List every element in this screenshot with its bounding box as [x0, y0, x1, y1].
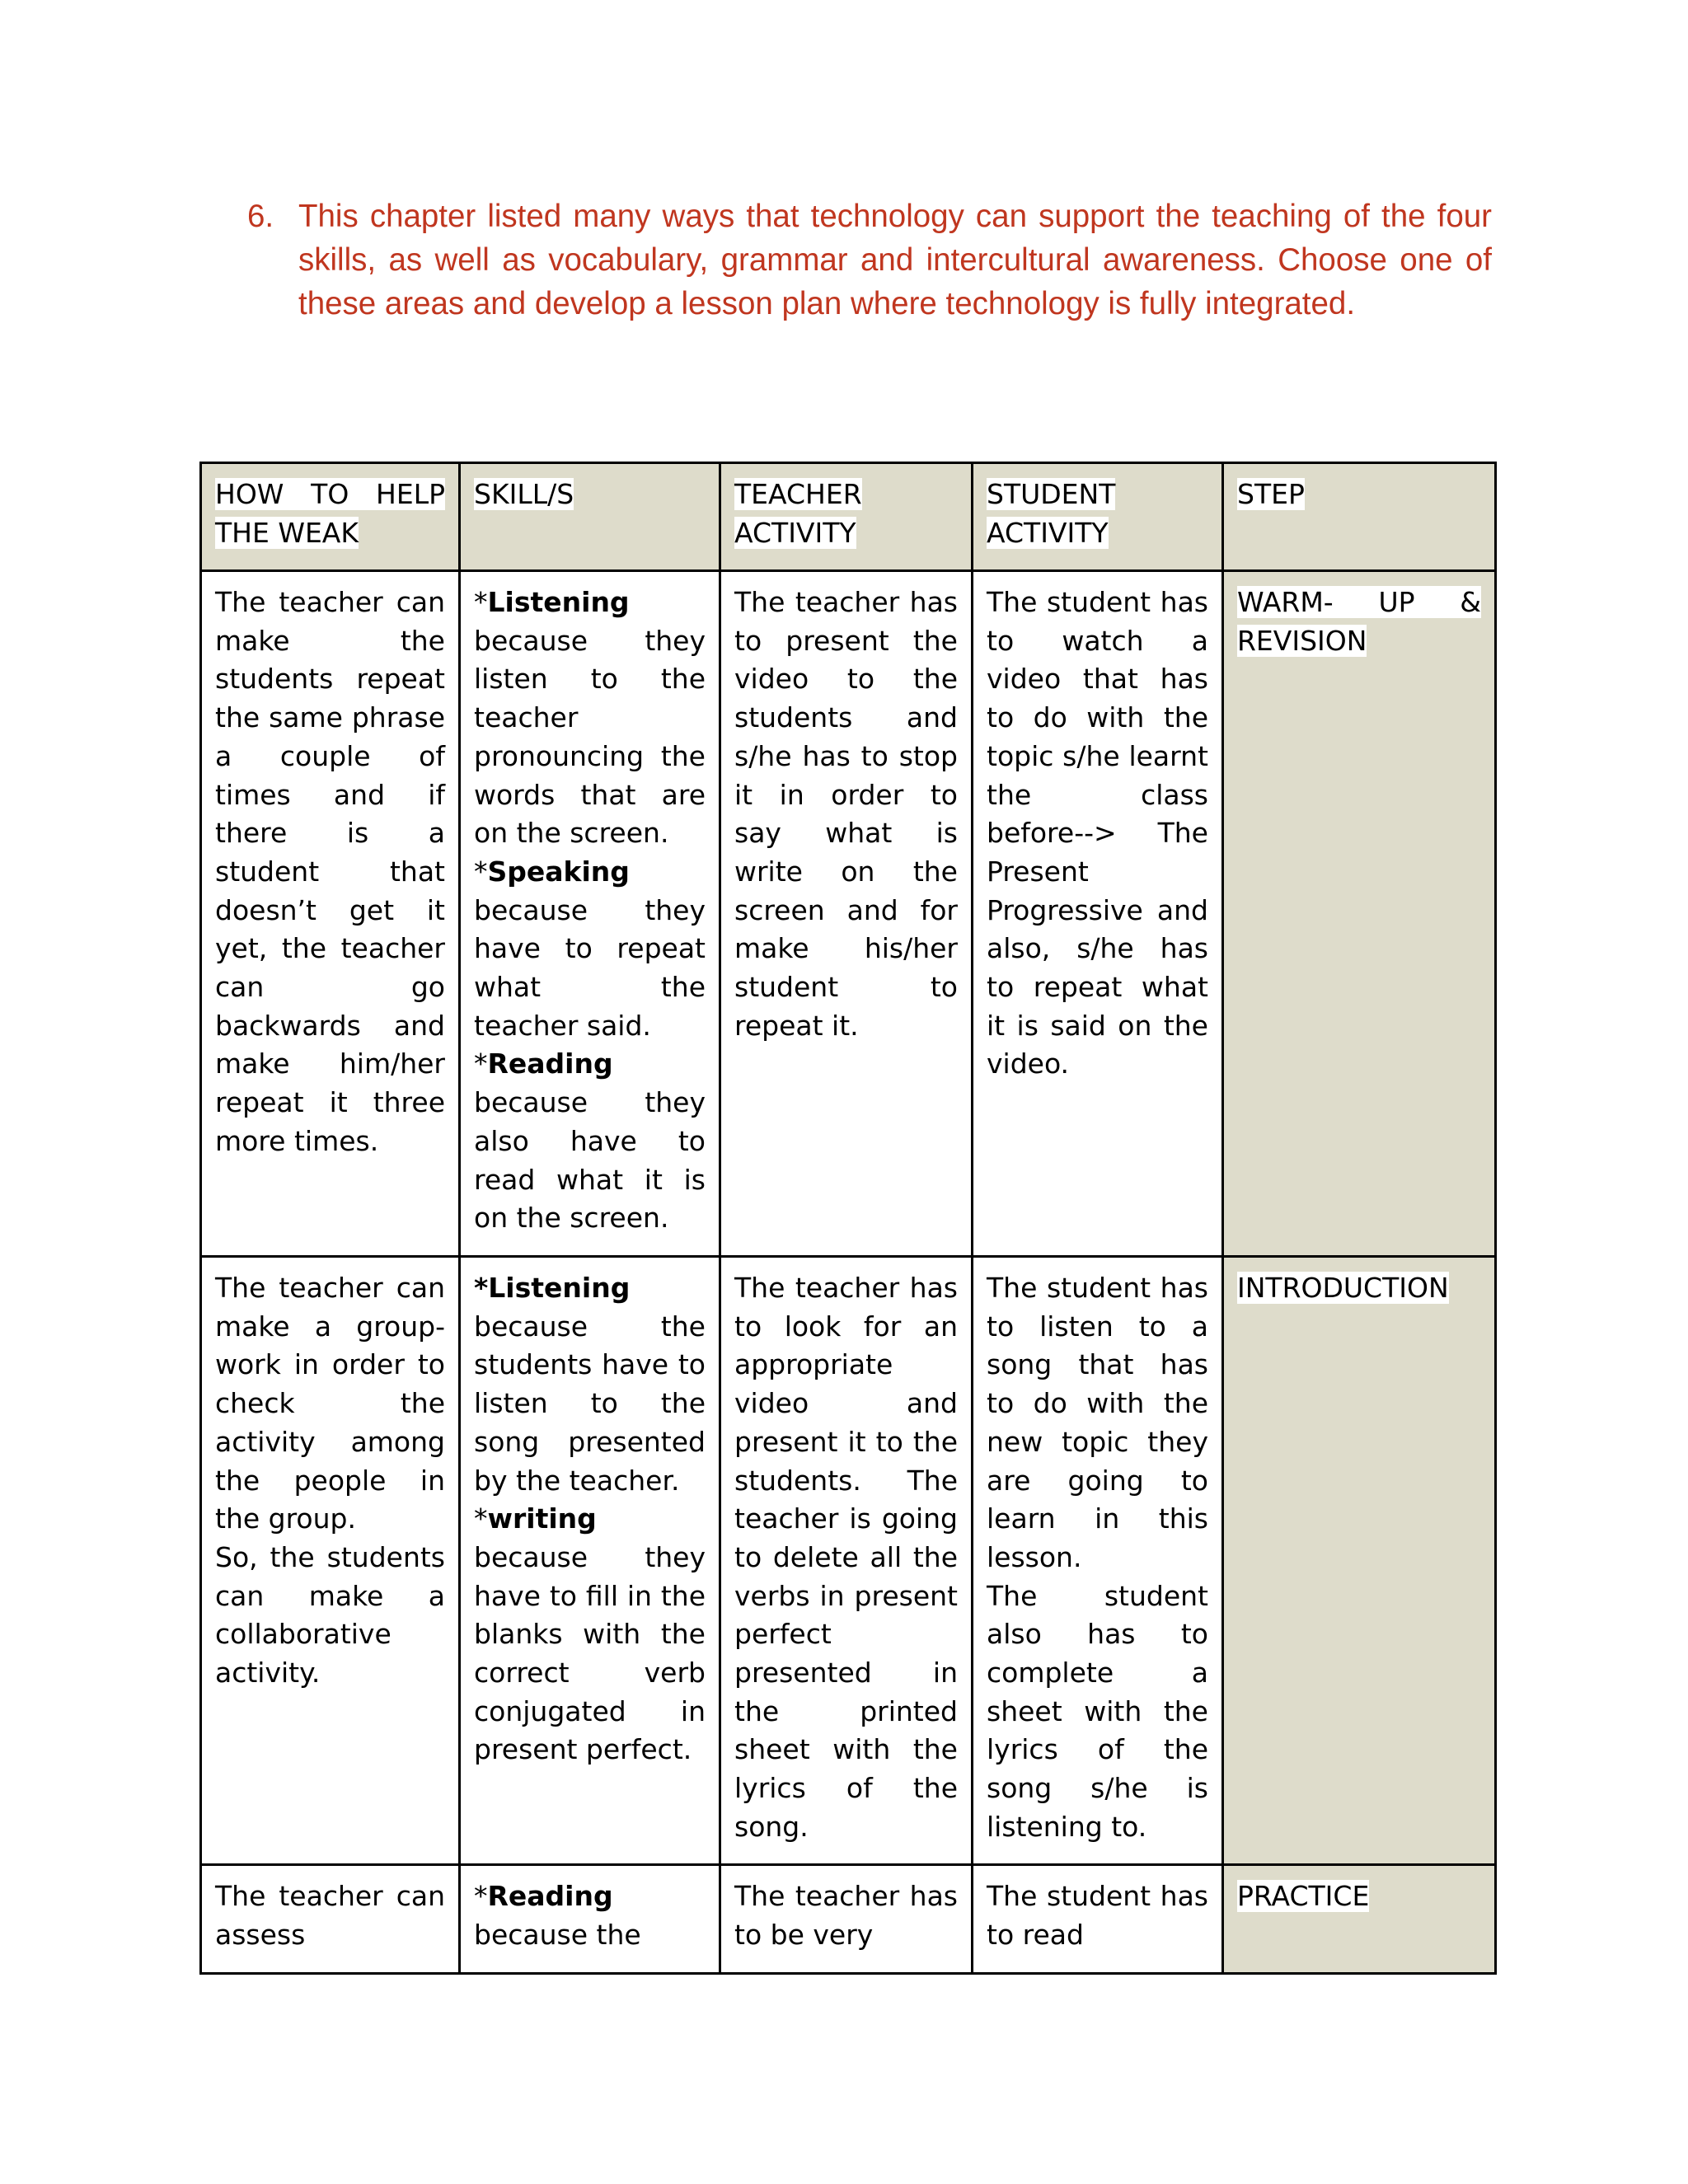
- teacher-activity-cell: The teacher has to present the video to the students and s/he has to stop it in order to say what is write on the screen and for make his/her student to repeat it.: [720, 571, 973, 1257]
- skill-name: Listening: [487, 586, 630, 618]
- question-block: [247, 194, 1492, 326]
- step-cell: INTRODUCTION: [1223, 1257, 1496, 1865]
- student-activity-cell: The student has to watch a video that has to do with the topic s/he learnt the class before--> The Present Progressive and also, s/he has to repeat what it is said on the video.: [973, 571, 1223, 1257]
- skill-name: *Listening: [474, 1272, 631, 1304]
- how-to-help-cell: The teacher can make the students repeat the same phrase a couple of times and if there is a student that doesn’t get it yet, the teacher can go backwards and make him/her repeat it three more times.: [201, 571, 460, 1257]
- question-number: 6.: [247, 199, 274, 234]
- teacher-activity-cell: The teacher has to look for an appropriate video and present it to the students. The teacher is going to delete all the verbs in present perfect presented in the printed sheet with the lyrics of the song.: [720, 1257, 973, 1865]
- skill-entry: *writing because they have to fill in the blanks with the correct verb conjugated in present perfect.: [474, 1502, 706, 1766]
- step-cell: PRACTICE: [1223, 1865, 1496, 1974]
- student-activity-cell: The student has to read: [973, 1865, 1223, 1974]
- header-how-to-help: HOW TO HELP THE WEAK: [201, 463, 460, 571]
- table-row: [201, 571, 1496, 1257]
- skill-name: writing: [487, 1502, 597, 1535]
- skills-cell: [460, 1865, 720, 1974]
- how-to-help-cell: The teacher can make a group-work in order to check the activity among the people in the group. So, the students can make a collaborative activity.: [201, 1257, 460, 1865]
- skill-entry: *Speaking because they have to repeat what the teacher said.: [474, 855, 706, 1042]
- header-step: STEP: [1223, 463, 1496, 571]
- skill-name: Speaking: [487, 855, 630, 888]
- skills-cell: [460, 571, 720, 1257]
- header-teacher-activity: TEACHER ACTIVITY: [720, 463, 973, 571]
- question-text: This chapter listed many ways that technology can support the teaching of the four skills, as well as vocabulary, grammar and intercultural awareness. Choose one of these areas and develop a lesson plan where technology is fully integrated.: [298, 199, 1492, 321]
- student-activity-cell: The student has to listen to a song that has to do with the new topic they are going to learn in this lesson. The student also has to complete a sheet with the lyrics of the song s/he is listening to.: [973, 1257, 1223, 1865]
- teacher-activity-cell: The teacher has to be very: [720, 1865, 973, 1974]
- lesson-plan-table: [199, 462, 1497, 1975]
- step-cell: WARM- UP & REVISION: [1223, 571, 1496, 1257]
- table-row: [201, 1257, 1496, 1865]
- header-skills: SKILL/S: [460, 463, 720, 571]
- skill-entry: *Reading because they also have to read what it is on the screen.: [474, 1047, 706, 1235]
- how-to-help-cell: The teacher can assess: [201, 1865, 460, 1974]
- skills-cell: [460, 1257, 720, 1865]
- skill-name: Reading: [487, 1047, 613, 1080]
- table-header-row: [201, 463, 1496, 571]
- skill-entry: *Listening because they listen to the teacher pronouncing the words that are on the screen.: [474, 586, 706, 850]
- skill-name: Reading: [487, 1880, 613, 1912]
- header-student-activity: STUDENT ACTIVITY: [973, 463, 1223, 571]
- skill-entry: *Reading because the: [474, 1880, 641, 1951]
- skill-entry: *Listening because the students have to listen to the song presented by the teacher.: [474, 1272, 706, 1497]
- table-row: [201, 1865, 1496, 1974]
